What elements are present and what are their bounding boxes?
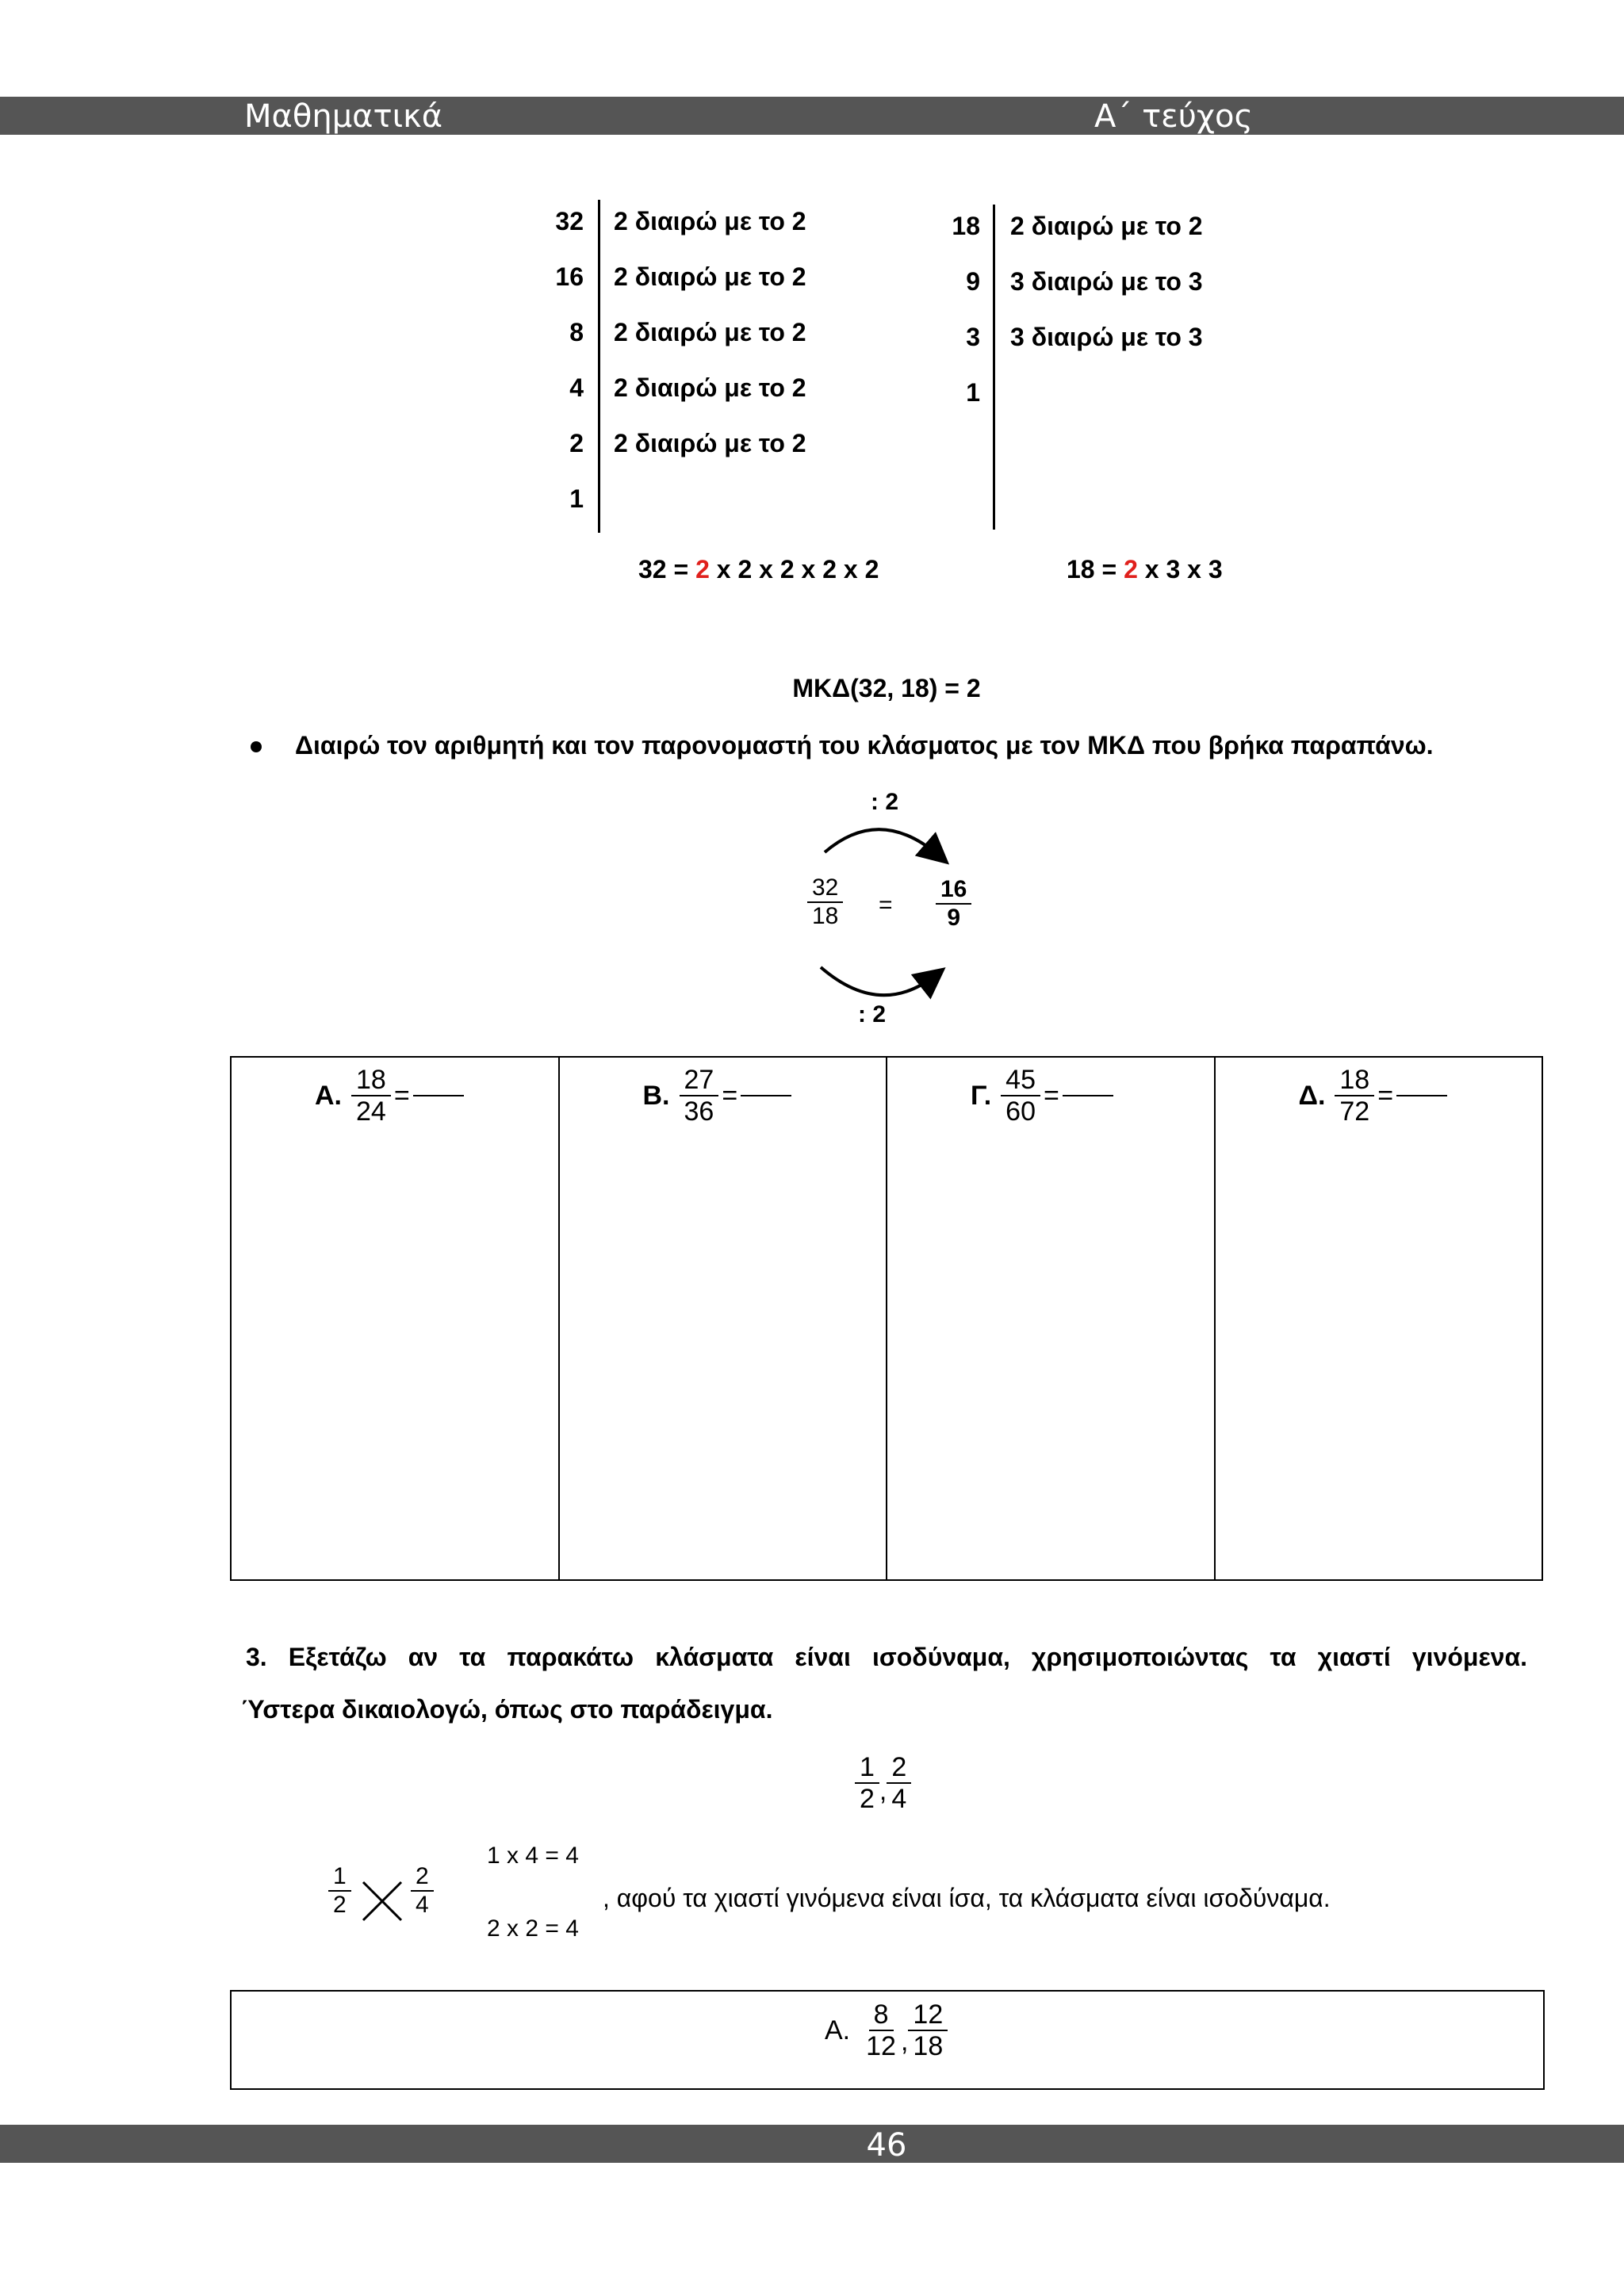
ladder-row [936, 198, 1269, 254]
factorization-32: 32 = 2 x 2 x 2 x 2 x 2 [638, 555, 879, 584]
ladder-number: 1 [569, 484, 584, 513]
answer-blank[interactable] [1063, 1095, 1113, 1096]
exercise-a-content: Α. $\frac{8}{12}$ , $\frac{12}{18}$ [825, 1999, 948, 2061]
ladder-number: 1 [966, 378, 980, 407]
answer-blank[interactable] [1396, 1095, 1447, 1096]
answer-blank[interactable] [741, 1095, 791, 1096]
cross-icon [358, 1877, 406, 1925]
gcd-result: ΜΚΔ(32, 18) = 2 [792, 674, 981, 702]
bullet-dot [251, 741, 262, 752]
ladder-step: 2 διαιρώ με το 2 [614, 429, 806, 457]
ladder-row [539, 471, 872, 526]
ladder-number: 18 [952, 212, 980, 240]
top-arrow [825, 829, 940, 856]
bullet-instruction: Διαιρώ τον αριθμητή και τον παρονομαστή του κλάσματος με τον ΜΚΔ που βρήκα παραπάνω. [295, 731, 1434, 760]
ladder-number: 3 [966, 323, 980, 351]
ladder-number: 8 [569, 318, 584, 346]
task3-fraction-pair: $\frac{1}{2}$ , $\frac{2}{4}$ [855, 1752, 911, 1814]
highlight-factor: 2 [695, 555, 710, 584]
exercise-cell[interactable]: Α. $\frac{18}{24}$ = [231, 1057, 559, 1580]
bottom-arrow [821, 967, 936, 995]
division-ladder-18 [936, 205, 1269, 530]
cross-example [325, 1839, 1515, 1958]
page-number: 46 [866, 2127, 907, 2164]
example-conclusion: , αφού τα χιαστί γινόμενα είναι ίσα, τα κλάσματα είναι ισοδύναμα. [603, 1884, 1331, 1912]
reduction-diagram [777, 789, 999, 1035]
ladder-number: 16 [555, 262, 584, 291]
cross-product-1: 1 x 4 = 4 [487, 1843, 579, 1869]
top-divisor-label: : 2 [871, 789, 899, 815]
ladder-row [539, 249, 872, 304]
factorization-18: 18 = 2 x 3 x 3 [1067, 555, 1223, 584]
division-ladder-32 [539, 200, 872, 533]
highlight-factor: 2 [1124, 555, 1138, 584]
header-subject: Μαθηματικά [244, 98, 443, 135]
ladder-step: 2 διαιρώ με το 2 [1010, 212, 1203, 240]
ladder-number: 2 [569, 429, 584, 457]
ladder-step: 2 διαιρώ με το 2 [614, 262, 806, 291]
task3-line1: 3. Εξετάζω αν τα παρακάτω κλάσματα είναι ισοδύναμα, χρησιμοποιώντας τα χιαστί γινόμενα. [246, 1643, 1527, 1671]
ladder-row [936, 365, 1269, 420]
cross-product-2: 2 x 2 = 4 [487, 1915, 579, 1942]
ladder-row [936, 309, 1269, 365]
bottom-divisor-label: : 2 [858, 1001, 887, 1027]
example-fraction-2: $\frac{2}{4}$ [411, 1863, 434, 1919]
ladder-step: 3 διαιρώ με το 3 [1010, 267, 1203, 296]
ladder-number: 9 [966, 267, 980, 296]
right-fraction: $\frac{16}{9}$ [936, 876, 971, 932]
exercise-cell[interactable]: Δ. $\frac{18}{72}$ = [1215, 1057, 1543, 1580]
ladder-step: 2 διαιρώ με το 2 [614, 207, 806, 235]
exercise-table [230, 1056, 1543, 1581]
ladder-step: 2 διαιρώ με το 2 [614, 318, 806, 346]
example-fraction-1: $\frac{1}{2}$ [328, 1863, 351, 1919]
ladder-row [936, 254, 1269, 309]
ladder-row [539, 415, 872, 471]
ladder-number: 4 [569, 373, 584, 402]
ladder-step: 2 διαιρώ με το 2 [614, 373, 806, 402]
header-volume: Α΄ τεύχος [1094, 98, 1253, 135]
equals-sign: = [879, 892, 893, 918]
exercise-a-box[interactable] [230, 1990, 1545, 2090]
ladder-row [539, 360, 872, 415]
ladder-number: 32 [555, 207, 584, 235]
ladder-step: 3 διαιρώ με το 3 [1010, 323, 1203, 351]
exercise-cell[interactable]: Γ. $\frac{45}{60}$ = [887, 1057, 1215, 1580]
task3-line2: Ύστερα δικαιολογώ, όπως στο παράδειγμα. [241, 1695, 773, 1724]
answer-blank[interactable] [413, 1095, 464, 1096]
left-fraction: $\frac{32}{18}$ [807, 874, 843, 930]
exercise-cell[interactable]: Β. $\frac{27}{36}$ = [559, 1057, 887, 1580]
ladder-row [539, 193, 872, 249]
ladder-row [539, 304, 872, 360]
